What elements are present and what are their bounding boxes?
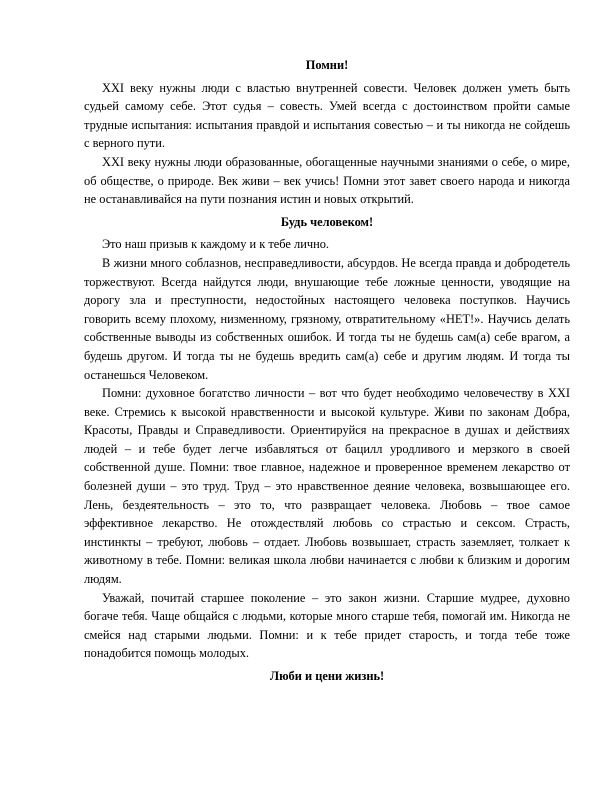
paragraph-conscience: XXI веку нужны люди с властью внутренней совести. Человек должен уметь быть судьей самому себе. Этот судья – совесть. Умей всегда с достоинством пройти самые трудные испытания: испытания правдой и испытания совестью – и ты никогда не сойдешь с верного пути. [84, 80, 570, 151]
paragraph-respect-elders: Уважай, почитай старшее поколение – это закон жизни. Старшие мудрее, духовно богаче тебя. Чаще общайся с людьми, которые много старше тебя, помогай им. Никогда не смейся над старыми людьми. Помни: и к тебе придет старость, и тогда тебе тоже понадобится помощь молодых. [84, 590, 570, 661]
document-page [84, 56, 570, 690]
paragraph-temptations: В жизни много соблазнов, несправедливости, абсурдов. Не всегда правда и добродетель торжествуют. Всегда найдутся люди, внушающие тебе ложные ценности, уводящие на дорогу зла и преступности, недостойных настоящего человека поступков. Научись говорить всему плохому, низменному, грязному, отвратительному «НЕТ!». Научись делать собственные выводы из собственных ошибок. И тогда ты не будешь сам(а) себе врагом, а будешь другом. И тогда ты не будешь вредить сам(а) себе и другим людям. И тогда ты останешься Человеком. [84, 255, 570, 382]
paragraph-education: XXI веку нужны люди образованные, обогащенные научными знаниями о себе, о мире, об обществе, о природе. Век живи – век учись! Помни этот завет своего народа и никогда не останавливайся на пути познания истин и новых открытий. [84, 154, 570, 207]
section-heading-love-life: Люби и цени жизнь! [269, 669, 385, 683]
paragraph-spiritual-wealth: Помни: духовное богатство личности – вот что будет необходимо человечеству в XXI веке. Стремись к высокой нравственности и высокой культуре. Живи по законам Добра, Красоты, Правды и Справедливости. Ориентируйся на прекрасное в душах и действиях людей – и тебе будет легче избавляться от бацилл уродливого и мерзкого в своей собственной душе. Помни: твое главное, надежное и проверенное временем лекарство от болезней души – это труд. Труд – это нравственное деяние человека, возвышающее его. Лень, бездеятельность – это то, что развращает человека. Любовь – твое самое эффективное лекарство. Не отождествляй любовь со страстью и сексом. Страсть, инстинкты – требуют, любовь – отдает. Любовь возвышает, страсть заземляет, толкает к животному в тебе. Помни: великая школа любви начинается с любви к близким и дорогим людям. [84, 386, 570, 587]
paragraph-call: Это наш призыв к каждому и к тебе лично. [102, 237, 329, 252]
section-heading-remember: Помни! [305, 58, 349, 72]
section-heading-be-human: Будь человеком! [280, 214, 374, 229]
